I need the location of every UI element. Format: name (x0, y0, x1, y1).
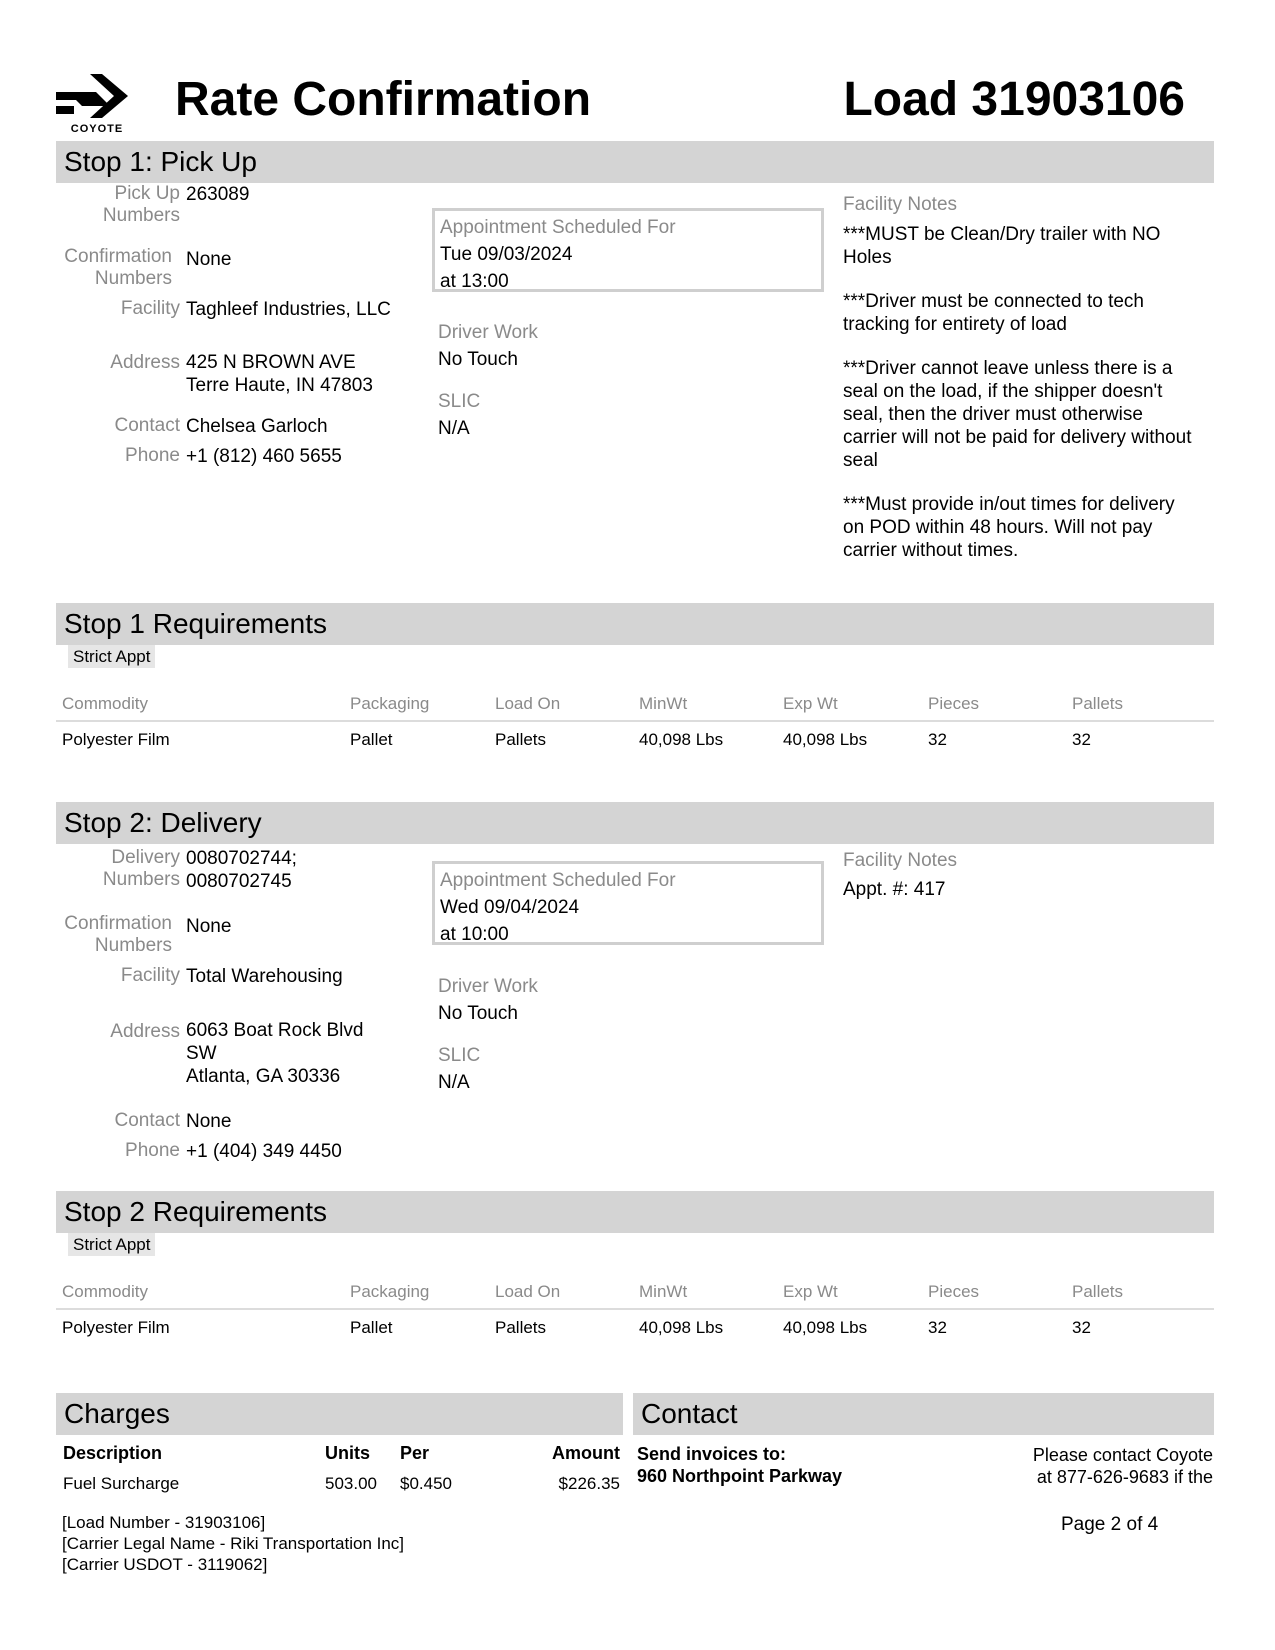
stop2-appt-time: at 10:00 (440, 924, 509, 945)
stop2-contact-label: Contact (114, 1110, 180, 1131)
stop2-facility-label: Facility (120, 965, 180, 986)
logo-wordmark: COYOTE (70, 123, 124, 135)
stop1-bar: Stop 1: Pick Up (56, 141, 1214, 183)
contact-invoice-address: 960 Northpoint Parkway (637, 1466, 843, 1486)
stop1-appt-date: Tue 09/03/2024 (440, 244, 573, 265)
stop1-contact-value: Chelsea Garloch (186, 416, 328, 437)
stop1-appt-label: Appointment Scheduled For (440, 217, 676, 238)
stop2-numbers-label: Delivery Numbers (102, 847, 180, 890)
stop1-phone-label: Phone (125, 445, 180, 466)
charges-bar: Charges (56, 1393, 623, 1435)
stop2-commodity-table (56, 1274, 1214, 1344)
charge-amount: $226.35 (558, 1474, 620, 1493)
stop1-confirmation-label: Confirmation Numbers (64, 246, 172, 289)
footer-load-info: [Load Number - 31903106] [Carrier Legal Name - Riki Transportation Inc] [Carrier USDOT - 3119062] (62, 1513, 405, 1574)
stop2-driver-work-value: No Touch (438, 1003, 518, 1024)
charges-header-per: Per (400, 1443, 430, 1463)
stop2-numbers-value: 0080702744; 0080702745 (186, 848, 297, 892)
charges-header-units: Units (325, 1443, 370, 1463)
stop2-address-value: 6063 Boat Rock Blvd SW Atlanta, GA 30336 (186, 1020, 364, 1087)
stop1-slic-value: N/A (438, 418, 470, 439)
stop1-contact-label: Contact (114, 415, 180, 436)
charge-description: Fuel Surcharge (63, 1474, 180, 1493)
stop2-facility-value: Total Warehousing (186, 966, 343, 987)
charges-header-amount: Amount (552, 1443, 620, 1463)
page-title: Rate Confirmation (175, 73, 592, 126)
stop1-appointment-box (432, 208, 824, 292)
stop2-bar: Stop 2: Delivery (56, 802, 1214, 844)
stop2-address-label: Address (110, 1021, 180, 1042)
stop2-appt-label: Appointment Scheduled For (440, 870, 676, 891)
stop1-numbers-value: 263089 (186, 184, 250, 205)
stop1-driver-work-value: No Touch (438, 349, 518, 370)
charges-header-description: Description (63, 1443, 163, 1463)
stop1-appt-time: at 13:00 (440, 271, 509, 292)
stop1-numbers-label: Pick Up Numbers (102, 183, 180, 226)
table-row: Polyester Film Pallet Pallets 40,098 Lbs 40,098 Lbs 32 32 (62, 730, 1091, 749)
stop1-address-value: 425 N BROWN AVE Terre Haute, IN 47803 (186, 352, 373, 396)
stop1-facility-label: Facility (120, 298, 180, 319)
stop2-confirmation-value: None (186, 916, 232, 937)
page-number: Page 2 of 4 (1061, 1514, 1159, 1535)
contact-note: Please contact Coyote at 877-626-9683 if the (1032, 1445, 1213, 1487)
load-number-heading: Load 31903106 (843, 73, 1185, 126)
coyote-logo (56, 74, 138, 136)
stop1-facility-notes-label: Facility Notes (843, 194, 958, 215)
stop2-phone-value: +1 (404) 349 4450 (186, 1141, 342, 1162)
stop1-phone-value: +1 (812) 460 5655 (186, 446, 342, 467)
stop1-requirements-bar: Stop 1 Requirements (56, 603, 1214, 645)
stop1-address-label: Address (110, 352, 180, 373)
stop1-confirmation-value: None (186, 249, 232, 270)
stop2-requirements-bar: Stop 2 Requirements (56, 1191, 1214, 1233)
stop1-slic-label: SLIC (438, 391, 481, 412)
stop2-appt-date: Wed 09/04/2024 (440, 897, 580, 918)
contact-send-invoices-label: Send invoices to: (637, 1444, 787, 1464)
stop1-facility-value: Taghleef Industries, LLC (186, 299, 391, 320)
table-row: Polyester Film Pallet Pallets 40,098 Lbs 40,098 Lbs 32 32 (62, 1318, 1091, 1337)
stop2-facility-notes-label: Facility Notes (843, 850, 958, 871)
stop2-phone-label: Phone (125, 1140, 180, 1161)
stop1-facility-notes: ***MUST be Clean/Dry trailer with NO Holes ***Driver must be connected to tech tracking for entirety of load ***Driver cannot leave unless there is a seal on the load, if the shipper doesn't seal, then the driver must otherwise carrier will not be paid for delivery without seal ***Must provide in/out times for delivery on POD within 48 hours. Will not pay carrier without times. (843, 224, 1192, 561)
stop1-strict-appt-badge: Strict Appt (68, 645, 155, 668)
stop1-driver-work-label: Driver Work (438, 322, 538, 343)
stop2-confirmation-label: Confirmation Numbers (64, 913, 172, 956)
table-header: Commodity Packaging Load On MinWt Exp Wt Pieces Pallets (56, 686, 1214, 722)
stop2-driver-work-label: Driver Work (438, 976, 538, 997)
stop2-appointment-box (432, 861, 824, 945)
stop2-facility-notes: Appt. #: 417 (843, 879, 946, 900)
stop2-contact-value: None (186, 1111, 232, 1132)
coyote-logo-icon (56, 74, 138, 124)
stop2-slic-label: SLIC (438, 1045, 481, 1066)
stop1-commodity-table (56, 686, 1214, 756)
contact-bar: Contact (633, 1393, 1214, 1435)
charge-per: $0.450 (400, 1474, 452, 1493)
charge-units: 503.00 (325, 1474, 377, 1493)
table-header: Commodity Packaging Load On MinWt Exp Wt Pieces Pallets (56, 1274, 1214, 1310)
stop2-strict-appt-badge: Strict Appt (68, 1233, 155, 1256)
stop2-slic-value: N/A (438, 1072, 470, 1093)
